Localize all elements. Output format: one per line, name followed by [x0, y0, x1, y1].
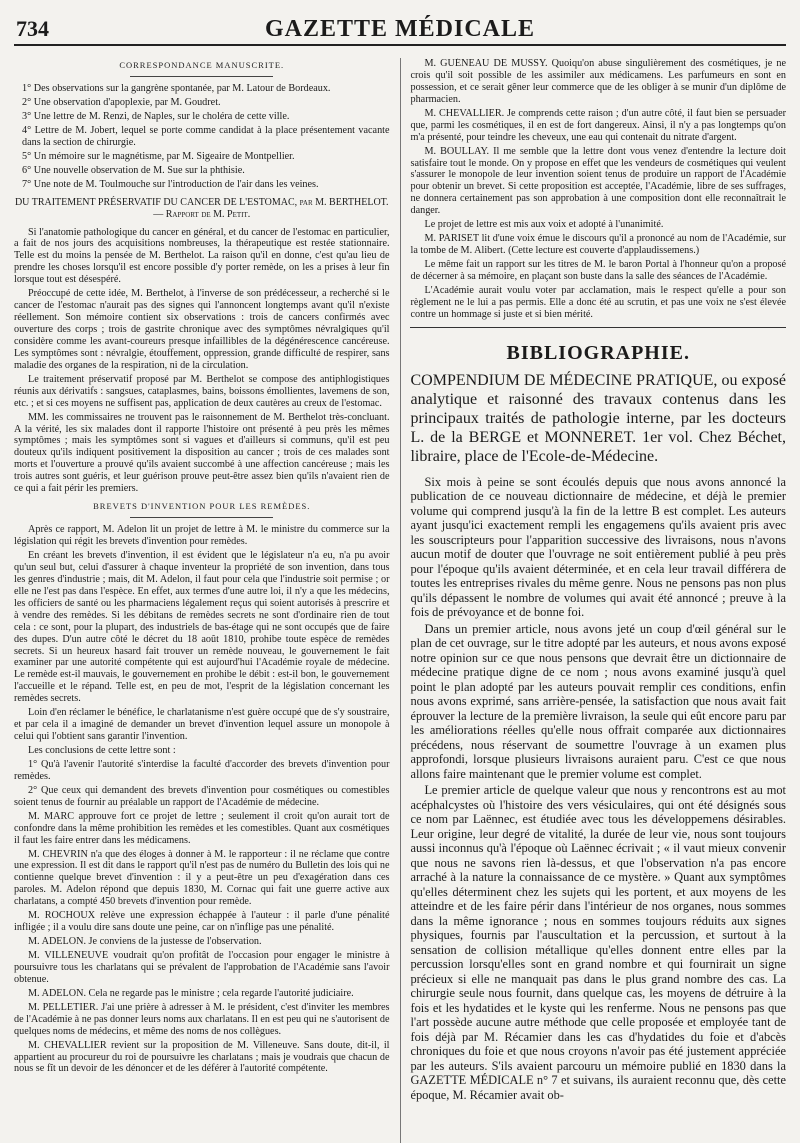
paragraph: M. VILLENEUVE voudrait qu'on profitât de l'occasion pour engager le ministre à poursuivre tous les charlatans qui se prévalent de l'approbation de l'Académie sans l'avoir obtenue. — [14, 950, 390, 985]
paragraph: M. CHEVALLIER. Je comprends cette raison ; d'un autre côté, il faut bien se persuader que, parmi les cosmétiques, il en est de fort dangereux. Ainsi, il n'y a pas longtemps qu'on m'a présenté, pour teindre les cheveux, une eau qui contenait du nitrate d'argent. — [410, 107, 786, 143]
paragraph: M. GUÉNEAU DE MUSSY. Quoiqu'on abuse singulièrement des cosmétiques, je ne crois qu'il soit possible de les assimiler aux médicamens. Les parfumeurs en sont en possession, et ce serait gêner leur commerce que de les obliger à se munir d'un diplôme de pharmacien. — [410, 58, 786, 105]
rule — [130, 76, 273, 77]
continued-text — [410, 58, 786, 321]
paragraph: M. CHEVALLIER revient sur la proposition de M. Villeneuve. Sans doute, dit-il, il appartient au procureur du roi de poursuivre les charlatans ; mais je voudrais que chacun de nous se fît un devoir de les dénoncer et de les déférer à l'autorité compétente. — [14, 1039, 390, 1075]
paragraph: Loin d'en réclamer le bénéfice, le charlatanisme n'est guère occupé que de s'y soustraire, et par cela il a imaginé de demander un brevet d'invention lequel assure un monopole à celui qui l'obtient sans garantir l'invention. — [14, 707, 390, 743]
paragraph: M. ADELON. Cela ne regarde pas le ministre ; cela regarde l'autorité judiciaire. — [28, 987, 354, 999]
section-separator — [410, 327, 786, 328]
book-review — [410, 475, 786, 1103]
correspondance-item: 5° Un mémoire sur le magnétisme, par M. Sigeaire de Montpellier. — [22, 150, 295, 162]
paragraph: M. PELLETIER. J'ai une prière à adresser à M. le président, c'est d'inviter les membres de l'Académie à ne pas donner leurs noms aux charlatans. Il en est peu qui ne s'autorisent de quelques noms de médecins, et même des noms de nos collègues. — [14, 1001, 390, 1037]
paragraph: L'Académie aurait voulu voter par acclamation, mais le respect qu'elle a pour son règlement ne le lui a pas permis. Elle a donc été au scrutin, et pas une voix ne s'est élevée contre un hommage si juste et si bien mérité. — [410, 284, 786, 320]
newspaper-title: GAZETTE MÉDICALE — [264, 16, 536, 42]
correspondance-item: 3° Une lettre de M. Renzi, de Naples, sur le choléra de cette ville. — [22, 110, 290, 122]
paragraph: Le premier article de quelque valeur que nous y rencontrons est au mot acéphalcystes où l'histoire des vers vésiculaires, qui ont été désignés sous ce nom par Laënnec, est étudiée avec tous les développemens désirables. Leur origine, leur degré de vitalité, la durée de leur vie, nous sont toujours aussi inconnus qu'à l'époque où Laënnec écrivait ; « il vaut mieux convenir que nous ne savons rien là-dessus, et que l'observation n'a pas encore arraché à la nature la connaissance de ce mystère. » Quant aux symptômes qu'elles déterminent chez les sujets qui les portent, et aux moyens de les atteindre et de les faire périr dans l'intérieur de nos organes, nous sommes dans la même ignorance ; nous en sommes toujours réduits aux signes physiques, fournis par l'auscultation et la percussion, et surtout à la sensation de collision métallique qu'elles donnent entre elles par la percussion lorsqu'elles sont en grand nombre et qui fournirait un signe précieux si elle ne manquait pas dans le plus grand nombre des cas. La chirurgie seule nous fournit, dans quelque cas, les moyens de détruire à la fois et les hydatides et le kyste qui les renferme. Nous ne pensons pas que l'art possède aucune autre méthode que celle proposée et employée tant de fois déjà par M. Récamier dans les cas d'hydatides du foie et d'abcès chroniques du foie et que nous croyons n'avoir pas été justement appréciée par les auteurs. S'ils avaient parcouru un mémoire publié en 1830 dans la GAZETTE MÉDICALE n° 7 et suivans, ils auraient reconnu que, dès cette époque, M. Récamier avait ob- — [410, 783, 786, 1102]
paragraph: Dans un premier article, nous avons jeté un coup d'œil général sur le plan de cet ouvrage, sur le titre adopté par les auteurs, et nous avons exposé notre opinion sur ce que nous pensons que devrait être un dictionnaire de médecine pratique digne de ce nom ; nous avons examiné jusqu'à quel point le plan adopté par les auteurs pouvait remplir ces conditions, enfin nous avons exprimé, sans arrière-pensée, la satisfaction que nous avait fait éprouver la lecture de la première livraison, la seule qui eût encore paru par les améliorations réelles qu'elle nous offrait comparée aux dictionnaires précédens, nous réservant de soumettre l'ouvrage à un examen plus approfondi, lorsque plusieurs livraisons auraient paru. C'est ce que nous allons faire maintenant que le premier volume est complet. — [410, 621, 786, 781]
book-citation: COMPENDIUM DE MÉDECINE PRATIQUE, ou exposé analytique et raisonné des travaux contenus dans les principaux traités de pathologie interne, par les docteurs L. de la BERGE et MONNERET. 1er vol. Chez Béchet, libraire, place de l'Ecole-de-Médecine. — [410, 371, 786, 466]
correspondance-item: 1° Des observations sur la gangrène spontanée, par M. Latour de Bordeaux. — [22, 83, 331, 94]
paragraph: Le même fait un rapport sur les titres de M. le baron Portal à l'honneur qu'on a proposé de décerner à sa mémoire, en plaçant son buste dans la salle des séances de l'Académie. — [410, 259, 786, 282]
correspondance-heading: CORRESPONDANCE MANUSCRITE. — [119, 60, 285, 70]
bibliographie-heading: BIBLIOGRAPHIE. — [506, 341, 690, 364]
paragraph: M. PARISET lit d'une voix émue le discours qu'il a prononcé au nom de l'Académie, sur la tombe de M. Alibert. (Cette lecture est couverte d'applaudissemens.) — [410, 233, 786, 257]
article-body — [14, 227, 390, 496]
brevets-heading: BREVETS D'INVENTION POUR LES REMÈDES. — [93, 501, 311, 512]
paragraph: Le traitement préservatif proposé par M. Berthelot se compose des antiphlogistiques réunis aux dérivatifs : sangsues, cataplasmes, bains, boissons émollientes, lavemens de son, etc. ; et si ces moyens ne suffisent pas, application de deux cautères au creux de l'estomac. — [14, 373, 390, 409]
paragraph: M. BOULLAY. Il me semble que la lettre dont vous venez d'entendre la lecture doit satisfaire tout le monde. On y propose en effet que les vendeurs de cosmétiques qui veulent s'assurer le monopole de leur invention soient tenus de produire un rapport de l'Académie pour obtenir un brevet. Si cette proposition est acceptée, l'Académie, libre de ses suffrages, ne donnera certainement pas son approbation à une composition dont elle reconnaîtrait le danger. — [410, 145, 786, 217]
paragraph: Si l'anatomie pathologique du cancer en général, et du cancer de l'estomac en particulier, a fait de nos jours des acquisitions nombreuses, la thérapeutique est restée stationnaire. Telle est du moins la pensée de M. Berthelot. La raison qu'il en donne, c'est qu'au lieu de prendre les choses lorsqu'il est encore possible d'y porter remède, on les a prises à leur fin lorsque tout est désespéré. — [14, 226, 390, 286]
left-column — [14, 58, 390, 1143]
brevets-body — [14, 524, 390, 1075]
columns — [14, 58, 786, 1143]
paragraph: M. ROCHOUX relève une expression échappée à l'auteur : il parle d'une pénalité infligée ; il a voulu dire sans doute une peine, car on n'inflige pas une pénalité. — [14, 910, 390, 934]
masthead — [14, 10, 786, 46]
paragraph: Le projet de lettre est mis aux voix et adopté à l'unanimité. — [424, 219, 664, 231]
correspondance-list — [14, 83, 390, 191]
article-title: DU TRAITEMENT PRÉSERVATIF DU CANCER DE L'ESTOMAC, par M. BERTHELOT. — Rapport de M. Petit. — [14, 196, 389, 220]
paragraph: Préoccupé de cette idée, M. Berthelot, à l'inverse de son prédécesseur, a recherché si le cancer de l'estomac n'aurait pas des signes qui l'annoncent longtemps avant qu'il n'existe réellement. Son mémoire contient six observations : trois de cancers confirmés avec ouverture des corps ; trois de gastrite chronique avec des symptômes névralgiques qu'il considère comme les avant-coureurs presque infaillibles de la dégénérescence cancéreuse. Les symptômes sont : névralgie, étouffement, oppression, grande difficulté de respirer, sans maladie des organes de la respiration, ni de la circulation. — [14, 288, 390, 371]
paragraph: M. MARC approuve fort ce projet de lettre ; seulement il croit qu'on aurait tort de confondre dans la même prohibition les remèdes et les comestibles. Quant aux cosmétiques il faut les faire entrer dans les médicamens. — [14, 810, 390, 846]
paragraph: M. ADELON. Je conviens de la justesse de l'observation. — [28, 936, 262, 948]
paragraph: En créant les brevets d'invention, il est évident que le législateur n'a eu, n'a pu avoir qu'un seul but, celui d'assurer à chaque inventeur la propriété de son invention, dans tous les genres d'industrie ; mais, dit M. Adelon, il faut pour cela que l'industrie soit permise ; or elle ne l'est pas dans l'espèce. En effet, aux termes d'une autre loi, il n'y a que les médecins, les officiers de santé ou les pharmaciens légalement reçus qui soient autorisés à prescrire et à vendre des remèdes. Si les débitans de remèdes secrets ne sont d'ordinaire rien de tout cela : ce sont, pour la plupart, des industriels de bas-étage qui ne sont occupés que de faire des dupes. D'un autre côté le décret du 18 août 1810, prohibe toute espèce de remèdes secrets. Si un heureux hasard fait trouver un remède nouveau, le gouvernement le fait examiner par une autorité compétente qui est aujourd'hui l'Académie royale de médecine. Le remède est-il mauvais, le gouvernement en prohibe le débit : est-il bon, le gouvernement l'accueille et le répand. Telle est, en peu de mot, l'esprit de la législation concernant les remèdes secrets. — [14, 550, 390, 705]
paragraph: 2° Que ceux qui demandent des brevets d'invention pour cosmétiques ou comestibles soient tenus de fournir au préalable un rapport de l'Académie de médecine. — [14, 784, 390, 808]
paragraph: Après ce rapport, M. Adelon lit un projet de lettre à M. le ministre du commerce sur la législation qui régit les brevets d'invention pour remèdes. — [14, 524, 390, 548]
paragraph: M. CHEVRIN n'a que des éloges à donner à M. le rapporteur : il ne réclame que contre une expression. Il est dit dans le rapport qu'il n'est pas de numéro du Bulletin des lois qui ne contienne quelque brevet d'invention : il y a peut-être un peu d'exagération dans ces paroles. M. Adelon répond que depuis 1830, M. Cornac qui fait une guerre active aux charlatans, a compté 450 brevets d'invention pour remède. — [14, 848, 390, 908]
paragraph: Les conclusions de cette lettre sont : — [28, 745, 176, 756]
paragraph: 1° Qu'à l'avenir l'autorité s'interdise la faculté d'accorder des brevets d'invention pour remèdes. — [14, 758, 390, 782]
paragraph: MM. les commissaires ne trouvent pas le raisonnement de M. Berthelot très-concluant. A la vérité, les six malades dont il rapporte l'histoire ont présenté à peu près les mêmes symptômes ; mais les symptômes sont si vagues et d'ailleurs si communs, qu'il est peu douteux qu'ils indiquent positivement la disposition au cancer ; trois de ces malades sont morts et l'ouverture a prouvé qu'ils avaient succombé à une affection cancéreuse ; mais les trois autres sont guéris, et leur guérison prouve peut-être assez bien qu'ils n'avaient rien de ce qui a fait périr les premiers. — [14, 411, 390, 495]
correspondance-item: 4° Lettre de M. Jobert, lequel se porte comme candidat à la place présentement vacante dans la section de chirurgie. — [22, 124, 390, 148]
paragraph: Six mois à peine se sont écoulés depuis que nous avons annoncé la publication de ce nouveau dictionnaire de médecine, et déjà le premier volume qui comprend jusqu'à la fin de la lettre B est complet. Les auteurs ayant jusqu'ici exactement rempli les engagemens qu'ils avaient pris avec les souscripteurs pour l'apparition successive des livraisons, nous n'avons aucun motif de douter que l'ouvrage ne soit entièrement publié à peu près pour l'époque qu'ils avaient déterminée, et en cela leur travail différera de toutes les entreprises rivales du même genre. Nous ne pensons pas non plus qu'ils dépassent le nombre de volumes qui avait été annoncé ; preuve à la fois de prévoyance et de bonne foi. — [410, 474, 786, 620]
rule — [130, 517, 273, 518]
correspondance-item: 7° Une note de M. Toulmouche sur l'introduction de l'air dans les veines. — [22, 178, 319, 190]
column-divider — [400, 58, 401, 1143]
correspondance-item: 6° Une nouvelle observation de M. Sue sur la phthisie. — [22, 164, 245, 176]
right-column — [410, 58, 786, 1143]
correspondance-item: 2° Une observation d'apoplexie, par M. Goudret. — [22, 96, 221, 108]
page-number: 734 — [16, 16, 49, 41]
